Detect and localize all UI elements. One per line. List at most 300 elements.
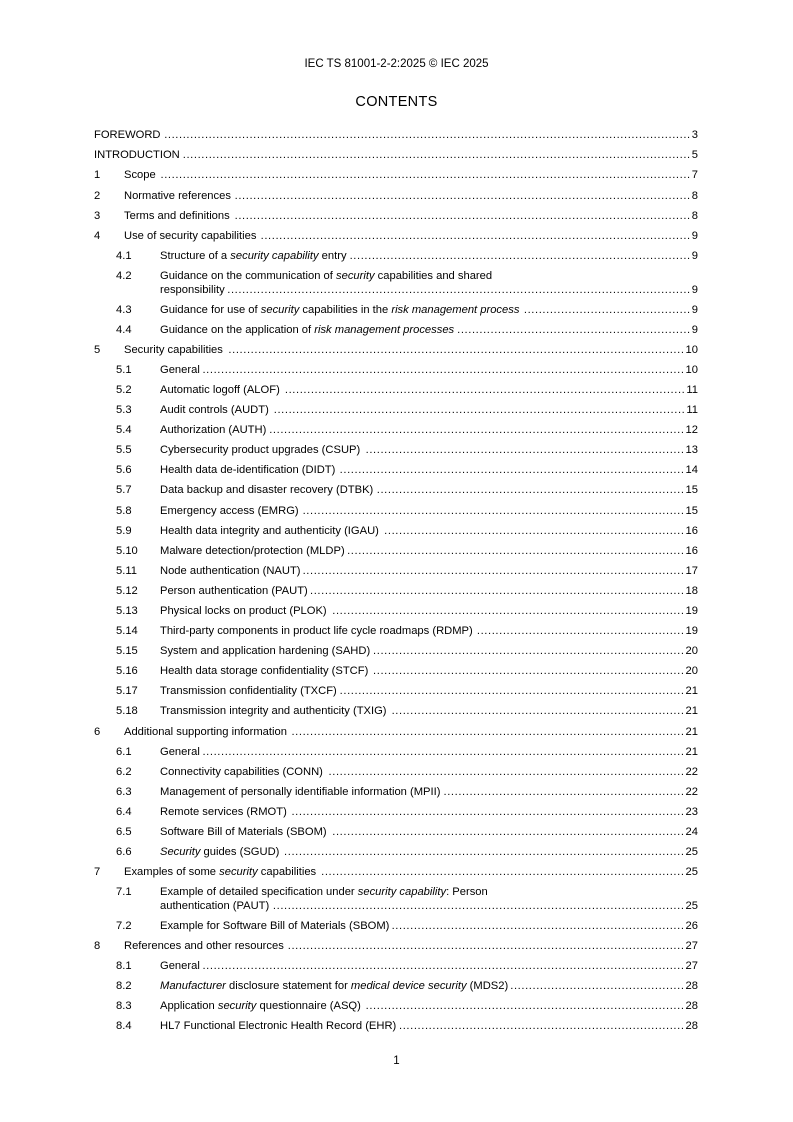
toc-entry-page: 25: [685, 899, 698, 912]
toc-entry-number: 5.14: [116, 625, 138, 638]
toc-entry-line: [160, 886, 698, 900]
toc-entry-last-line: [160, 605, 698, 619]
toc-entry-title: [94, 149, 180, 163]
toc-entry[interactable]: [94, 702, 698, 722]
toc-entry-last-line: [160, 665, 698, 679]
toc-entry-title: [160, 565, 301, 579]
toc-entry-body: [160, 806, 698, 820]
toc-title-segment: Transmission confidentiality (TXCF): [160, 685, 337, 698]
dot-leader: ....................................................................................: [373, 665, 685, 678]
toc-entry-body: [160, 424, 698, 438]
page-number: 1: [393, 1055, 400, 1067]
toc-entry-last-line: [124, 940, 698, 954]
toc-entry[interactable]: [94, 763, 698, 783]
toc-entry[interactable]: [94, 863, 698, 883]
toc-title-segment: disclosure statement for: [225, 980, 351, 993]
toc-entry-page: 13: [685, 444, 698, 457]
toc-entry-last-line: [124, 169, 698, 183]
dot-leader: ...............................................................: [457, 323, 691, 336]
toc-title-segment: Connectivity capabilities (CONN): [160, 765, 323, 778]
dot-leader: ...............................................................................................................: [272, 899, 685, 912]
toc-entry-title: [160, 324, 454, 338]
toc-entry[interactable]: [94, 126, 698, 146]
toc-title-italic-segment: medical device security: [350, 980, 467, 993]
toc-entry-number: 5.4: [116, 424, 132, 437]
toc-entry-number: 5.9: [116, 524, 132, 537]
toc-entry-last-line: [124, 190, 698, 204]
toc-entry-number: 6.6: [116, 846, 132, 859]
toc-entry-last-line: [94, 149, 698, 163]
toc-entry-body: [160, 250, 698, 264]
toc-entry-body: [160, 270, 698, 297]
toc-title-segment: INTRODUCTION: [94, 149, 180, 162]
toc-entry[interactable]: [94, 381, 698, 401]
dot-leader: ...............................................................................: [391, 705, 685, 718]
toc-entry-title: [160, 284, 225, 298]
toc-entry-page: 24: [685, 826, 698, 839]
toc-title-segment: Health data de-identification (DIDT): [160, 464, 336, 477]
toc-title-italic-segment: risk management processes: [314, 323, 455, 336]
toc-title-segment: Software Bill of Materials (SBOM): [160, 826, 327, 839]
toc-entry-body: [160, 324, 698, 338]
toc-entry-body: [160, 766, 698, 780]
toc-entry-page: 28: [685, 1000, 698, 1013]
toc-entry-last-line: [160, 284, 698, 298]
toc-title-segment: Person authentication (PAUT): [160, 584, 308, 597]
dot-leader: ..................................................................................................................................: [202, 745, 685, 758]
toc-entry-number: 4.4: [116, 323, 132, 336]
toc-entry-page: 9: [691, 323, 698, 336]
toc-title-segment: capabilities and shared: [374, 269, 493, 282]
dot-leader: ...............................................................................................: [332, 826, 685, 839]
toc-entry-number: 4: [94, 229, 101, 242]
toc-entry-page: 27: [685, 960, 698, 973]
toc-title-segment: General: [160, 363, 200, 376]
toc-entry[interactable]: [94, 320, 698, 340]
toc-entry-page: 21: [685, 725, 698, 738]
toc-entry-last-line: [124, 866, 698, 880]
toc-entry[interactable]: [94, 622, 698, 642]
toc-title-segment: Physical locks on product (PLOK): [160, 605, 327, 617]
toc-entry-last-line: [160, 1020, 698, 1034]
toc-entry-body: [160, 846, 698, 860]
toc-entry-last-line: [160, 525, 698, 539]
toc-title-segment: Automatic logoff (ALOF): [160, 383, 280, 396]
toc-title-segment: responsibility: [160, 283, 225, 296]
toc-title-segment: Example for Software Bill of Materials (SBOM): [160, 920, 390, 932]
toc-entry-title: [160, 685, 337, 699]
toc-entry-page: 15: [685, 504, 698, 517]
toc-title-italic-segment: security: [219, 866, 258, 879]
toc-title-segment: entry: [318, 249, 347, 262]
toc-entry[interactable]: [94, 562, 698, 582]
toc-entry[interactable]: [94, 977, 698, 997]
dot-leader: ................................................................................................: [328, 765, 685, 778]
toc-title-italic-segment: security: [217, 1000, 257, 1013]
toc-entry[interactable]: [94, 166, 698, 186]
toc-entry[interactable]: [94, 401, 698, 421]
toc-entry[interactable]: [94, 662, 698, 682]
toc-entry-number: 2: [94, 189, 101, 202]
toc-entry-number: 6.2: [116, 765, 132, 778]
toc-entry-title: [160, 404, 269, 418]
dot-leader: ............................................................................................: [349, 249, 691, 262]
toc-entry-title: [160, 545, 345, 559]
toc-title-segment: Example of detailed specification under: [160, 886, 358, 899]
toc-entry-page: 17: [685, 564, 698, 577]
toc-entry-page: 19: [685, 605, 698, 617]
dot-leader: ..................................................................................................................................: [202, 960, 685, 973]
toc-entry-title: [124, 940, 284, 954]
toc-entry-page: 5: [691, 149, 698, 162]
toc-title-segment: System and application hardening (SAHD): [160, 645, 371, 658]
dot-leader: ...................................................................................: [376, 484, 685, 497]
toc-entry-number: 8.1: [116, 960, 132, 973]
toc-entry-body: [124, 169, 698, 183]
toc-entry-number: 5.17: [116, 685, 138, 698]
toc-entry[interactable]: [94, 186, 698, 206]
dot-leader: ....................................................................................: [373, 645, 685, 658]
toc-entry-title: [160, 605, 327, 619]
toc-entry-page: 19: [685, 625, 698, 638]
toc-entry-title: [160, 464, 335, 478]
toc-title-segment: Guidance for use of: [160, 303, 261, 316]
toc-entry-title: [160, 920, 389, 934]
toc-title-segment: Authorization (AUTH): [160, 424, 267, 437]
toc-entry-page: 9: [691, 249, 698, 262]
dot-leader: ..........................................................................................................: [291, 805, 685, 818]
toc-entry[interactable]: [94, 997, 698, 1017]
toc-entry[interactable]: [94, 441, 698, 461]
dot-leader: ...............................................................................................: [332, 605, 685, 617]
toc-entry-page: 28: [685, 980, 698, 993]
toc-entry-last-line: [160, 250, 698, 264]
toc-entry-title: [160, 304, 519, 318]
toc-entry-body: [160, 384, 698, 398]
toc-entry-page: 27: [685, 940, 698, 953]
toc-entry[interactable]: [94, 206, 698, 226]
toc-entry-title: [160, 525, 379, 539]
toc-entry[interactable]: [94, 481, 698, 501]
toc-entry[interactable]: [94, 602, 698, 622]
toc-entry-last-line: [160, 645, 698, 659]
toc-entry-last-line: [160, 545, 698, 559]
dot-leader: .................................................................: [443, 785, 685, 798]
toc-entry-page: 21: [685, 745, 698, 758]
toc-title-segment: Data backup and disaster recovery (DTBK): [160, 484, 374, 497]
toc-entry-number: 1: [94, 169, 101, 182]
toc-title-segment: capabilities: [257, 866, 317, 879]
toc-entry-title: [124, 866, 316, 880]
toc-entry-title: [160, 484, 373, 498]
toc-entry-page: 21: [685, 685, 698, 698]
toc-entry-last-line: [160, 464, 698, 478]
toc-entry[interactable]: [94, 267, 698, 301]
toc-entry-number: 5.18: [116, 705, 138, 718]
toc-entry-body: [160, 920, 698, 934]
toc-title-segment: questionnaire (ASQ): [256, 1000, 361, 1013]
toc-entry-body: [160, 665, 698, 679]
toc-entry-body: [160, 505, 698, 519]
toc-entry-number: 5.11: [116, 564, 137, 577]
toc-entry[interactable]: [94, 226, 698, 246]
dot-leader: ................................................................................................................: [269, 424, 685, 437]
toc-title-segment: Cybersecurity product upgrades (CSUP): [160, 444, 361, 457]
toc-entry-body: [160, 525, 698, 539]
toc-entry-number: 6.4: [116, 805, 132, 818]
toc-entry-title: [124, 726, 287, 740]
toc-entry-number: 5.1: [116, 363, 132, 376]
toc-title-segment: Additional supporting information: [124, 725, 287, 738]
toc-title-italic-segment: Manufacturer: [160, 980, 226, 993]
toc-entry-last-line: [160, 980, 698, 994]
toc-title-segment: Third-party components in product life cycle roadmaps (RDMP): [160, 625, 473, 638]
dot-leader: ......................................................................................: [365, 1000, 685, 1013]
toc-title-segment: Terms and definitions: [124, 209, 230, 222]
toc-entry[interactable]: [94, 1017, 698, 1037]
toc-entry-title: [160, 806, 287, 820]
toc-entry[interactable]: [94, 541, 698, 561]
toc-entry-last-line: [124, 726, 698, 740]
dot-leader: ...............................................: [510, 980, 685, 993]
toc-entry-body: [160, 625, 698, 639]
toc-entry[interactable]: [94, 783, 698, 803]
toc-entry[interactable]: [94, 501, 698, 521]
dot-leader: ......................................................................................: [365, 444, 685, 457]
toc-entry-number: 7.1: [116, 886, 132, 899]
toc-entry-title: [160, 886, 488, 898]
toc-entry-title: [160, 766, 323, 780]
toc-entry-number: 4.1: [116, 249, 132, 262]
toc-entry-number: 5.13: [116, 605, 138, 617]
toc-entry-title: [124, 190, 231, 204]
toc-entry-last-line: [160, 585, 698, 599]
toc-entry[interactable]: [94, 883, 698, 917]
dot-leader: .............................................................................: [399, 1020, 685, 1033]
toc-entry-body: [124, 866, 698, 880]
toc-entry[interactable]: [94, 722, 698, 742]
toc-entry-page: 10: [685, 343, 698, 356]
table-of-contents: [94, 126, 698, 1037]
dot-leader: ...........................................................................................: [347, 544, 685, 557]
toc-entry-number: 7.2: [116, 920, 132, 932]
toc-entry-title: [160, 625, 473, 639]
toc-entry-number: 5.16: [116, 665, 138, 678]
toc-title-segment: General: [160, 960, 200, 973]
toc-entry-body: [124, 210, 698, 224]
toc-entry-body: [160, 444, 698, 458]
toc-entry[interactable]: [94, 341, 698, 361]
toc-entry-last-line: [124, 344, 698, 358]
toc-entry-last-line: [160, 786, 698, 800]
toc-entry[interactable]: [94, 682, 698, 702]
toc-entry-last-line: [160, 705, 698, 719]
toc-title-italic-segment: security capability: [357, 886, 447, 899]
toc-entry-body: [160, 786, 698, 800]
toc-entry-page: 23: [685, 805, 698, 818]
dot-leader: ...........................................................................................................................: [234, 209, 691, 222]
toc-entry-number: 6.5: [116, 826, 132, 839]
toc-entry-page: 3: [691, 129, 698, 142]
toc-entry-title: [160, 424, 266, 438]
toc-entry-title: [160, 705, 387, 719]
toc-title-segment: Health data storage confidentiality (STCF): [160, 665, 369, 678]
toc-entry-body: [160, 585, 698, 599]
toc-entry[interactable]: [94, 823, 698, 843]
toc-entry-body: [160, 980, 698, 994]
toc-entry-last-line: [160, 304, 698, 318]
toc-entry-page: 22: [685, 765, 698, 778]
toc-title-segment: (MDS2): [466, 980, 509, 993]
toc-entry-number: 5.10: [116, 544, 138, 557]
toc-entry-page: 15: [685, 484, 698, 497]
toc-entry-body: [160, 705, 698, 719]
toc-entry-line: [160, 270, 698, 284]
dot-leader: ...........................................................................................................: [287, 940, 685, 953]
toc-entry[interactable]: [94, 642, 698, 662]
toc-entry[interactable]: [94, 300, 698, 320]
toc-entry-body: [160, 746, 698, 760]
contents-heading: CONTENTS: [355, 94, 438, 110]
toc-entry-title: [160, 846, 279, 860]
toc-entry-page: 12: [685, 424, 698, 437]
dot-leader: ..................................................................................................: [321, 866, 685, 879]
toc-entry-body: [160, 484, 698, 498]
toc-entry-page: 18: [685, 584, 698, 597]
toc-entry-title: [160, 746, 200, 760]
toc-entry[interactable]: [94, 803, 698, 823]
toc-title-segment: Transmission integrity and authenticity (TXIG): [160, 705, 387, 718]
toc-title-italic-segment: security capability: [230, 249, 319, 262]
dot-leader: .................................................................................: [384, 524, 685, 537]
toc-entry-number: 5.12: [116, 584, 138, 597]
toc-entry-title: [160, 364, 200, 378]
dot-leader: .............................................: [523, 303, 691, 316]
toc-title-segment: Health data integrity and authenticity (IGAU): [160, 524, 379, 537]
toc-title-segment: Scope: [124, 169, 156, 182]
toc-entry-page: 9: [691, 303, 698, 316]
toc-entry-title: [160, 1000, 361, 1014]
toc-entry-last-line: [160, 384, 698, 398]
toc-entry-last-line: [160, 826, 698, 840]
toc-entry-title: [160, 960, 200, 974]
toc-title-segment: References and other resources: [124, 940, 284, 953]
toc-entry[interactable]: [94, 521, 698, 541]
toc-entry-page: 8: [691, 189, 698, 202]
toc-title-segment: FOREWORD: [94, 129, 161, 142]
dot-leader: ...........................................................................................................................: [228, 343, 685, 356]
toc-entry-last-line: [160, 685, 698, 699]
toc-entry-number: 5.2: [116, 383, 132, 396]
toc-entry-number: 8.4: [116, 1020, 132, 1033]
toc-entry-number: 5.8: [116, 504, 132, 517]
toc-entry-title: [160, 980, 508, 994]
toc-entry[interactable]: [94, 937, 698, 957]
toc-entry-title: [160, 270, 492, 282]
toc-entry-page: 9: [691, 283, 698, 296]
toc-entry-body: [160, 545, 698, 559]
toc-entry[interactable]: [94, 843, 698, 863]
toc-entry-body: [160, 826, 698, 840]
dot-leader: ..........................................................................................................: [291, 725, 685, 738]
toc-entry-last-line: [160, 1000, 698, 1014]
toc-entry-number: 8.3: [116, 1000, 132, 1013]
toc-entry[interactable]: [94, 582, 698, 602]
toc-entry[interactable]: [94, 461, 698, 481]
toc-entry-body: [160, 1020, 698, 1034]
toc-entry[interactable]: [94, 247, 698, 267]
toc-entry-last-line: [160, 846, 698, 860]
toc-entry-number: 4.3: [116, 303, 132, 316]
toc-entry-title: [124, 169, 156, 183]
toc-entry[interactable]: [94, 917, 698, 937]
toc-entry[interactable]: [94, 421, 698, 441]
toc-entry-body: [160, 404, 698, 418]
toc-title-segment: Malware detection/protection (MLDP): [160, 544, 345, 557]
dot-leader: .....................................................................................................: [310, 584, 685, 597]
toc-title-segment: : Person: [446, 886, 488, 899]
toc-entry-body: [124, 190, 698, 204]
toc-entry-number: 8.2: [116, 980, 132, 993]
toc-entry-page: 20: [685, 645, 698, 658]
toc-entry-last-line: [160, 900, 698, 914]
toc-entry-title: [160, 826, 327, 840]
toc-entry-last-line: [160, 806, 698, 820]
toc-title-italic-segment: security: [260, 303, 300, 316]
toc-entry-body: [160, 605, 698, 619]
toc-entry-last-line: [160, 625, 698, 639]
toc-entry-last-line: [160, 404, 698, 418]
toc-entry-number: 8: [94, 940, 101, 953]
toc-entry[interactable]: [94, 742, 698, 762]
dot-leader: ...............................................................................: [391, 920, 685, 932]
toc-entry-number: 6.1: [116, 745, 132, 758]
toc-title-segment: Management of personally identifiable information (MPII): [160, 785, 441, 798]
toc-entry-page: 11: [686, 404, 698, 417]
toc-entry[interactable]: [94, 361, 698, 381]
toc-entry-number: 6.3: [116, 785, 132, 798]
toc-entry-last-line: [160, 746, 698, 760]
toc-entry[interactable]: [94, 957, 698, 977]
toc-entry-page: 16: [685, 544, 698, 557]
dot-leader: .............................................................................................: [339, 685, 685, 698]
toc-entry-body: [124, 230, 698, 244]
toc-title-segment: Guidance on the application of: [160, 323, 315, 336]
toc-title-segment: Application: [160, 1000, 218, 1013]
toc-entry-page: 16: [685, 524, 698, 537]
toc-entry-number: 5: [94, 343, 101, 356]
toc-entry-body: [160, 960, 698, 974]
toc-title-segment: Use of security capabilities: [124, 229, 257, 242]
toc-entry-page: 9: [691, 229, 698, 242]
toc-entry-title: [160, 900, 269, 914]
toc-entry-last-line: [124, 230, 698, 244]
toc-entry-body: [160, 464, 698, 478]
toc-entry-last-line: [94, 129, 698, 143]
dot-leader: .......................................................................................................: [302, 504, 685, 517]
toc-entry-body: [160, 1000, 698, 1014]
toc-entry[interactable]: [94, 146, 698, 166]
toc-entry-page: 26: [685, 920, 698, 932]
toc-title-italic-segment: risk management process: [391, 303, 520, 316]
toc-entry-page: 22: [685, 785, 698, 798]
dot-leader: ...............................................................................................................................................: [160, 169, 691, 182]
toc-title-segment: General: [160, 745, 200, 758]
toc-entry-number: 6: [94, 725, 101, 738]
toc-entry-body: [94, 149, 698, 163]
toc-entry-last-line: [160, 960, 698, 974]
toc-entry-last-line: [160, 766, 698, 780]
